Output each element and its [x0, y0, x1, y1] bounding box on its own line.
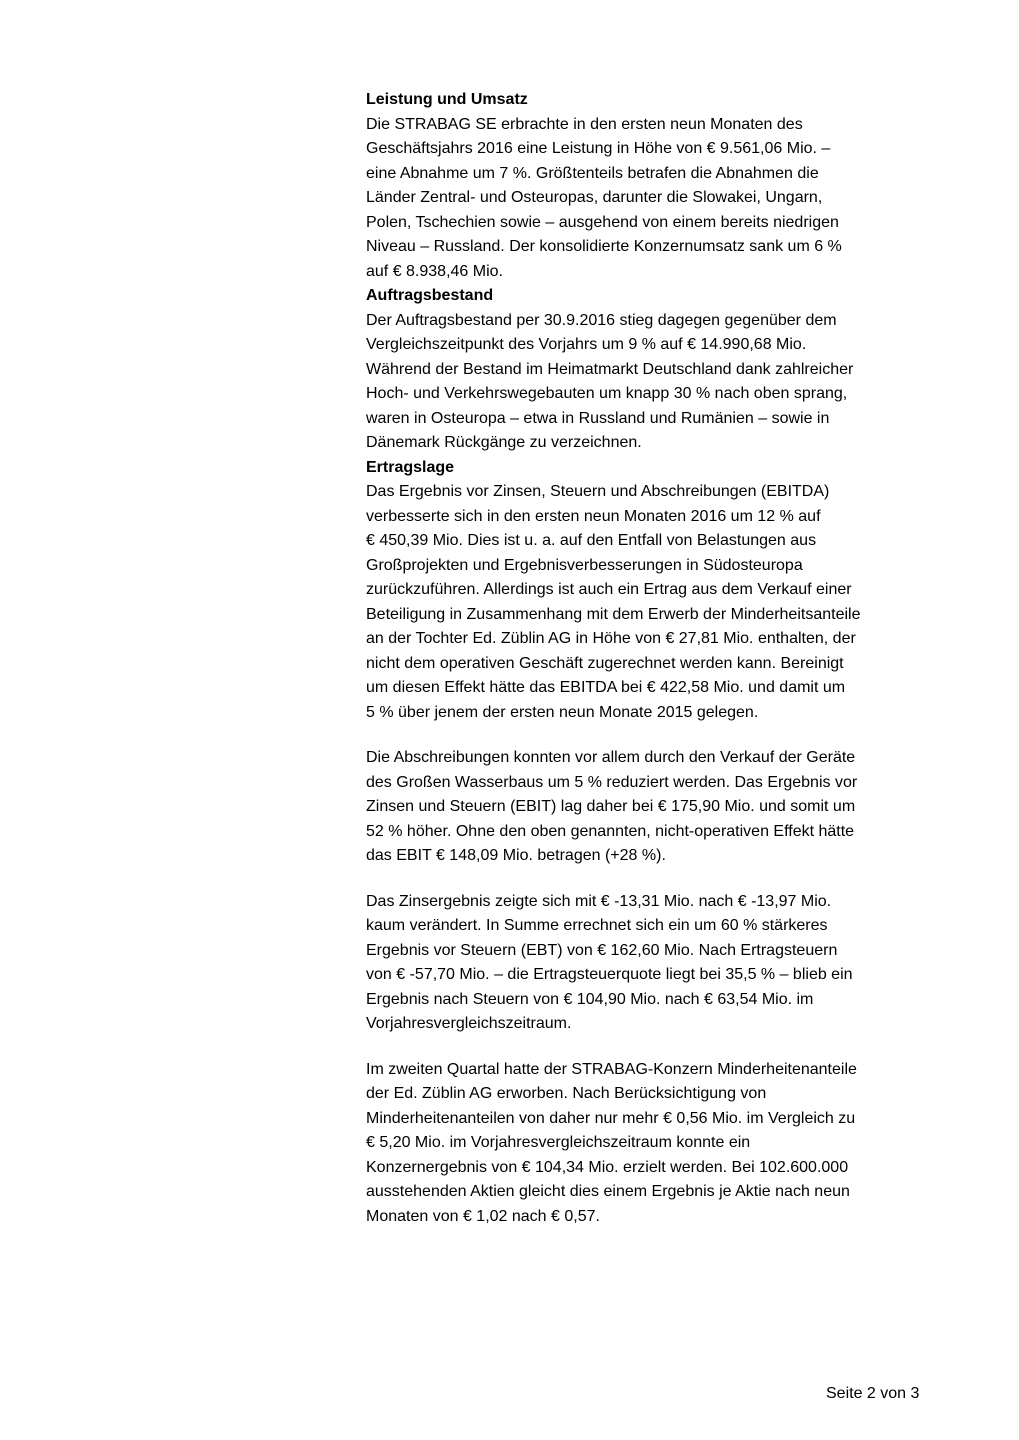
text-line: nicht dem operativen Geschäft zugerechnet werden kann. Bereinigt — [366, 654, 844, 672]
text-line: Die Abschreibungen konnten vor allem durch den Verkauf der Geräte — [366, 749, 856, 766]
section-heading: Auftragsbestand — [366, 287, 494, 304]
text-line: verbesserte sich in den ersten neun Monaten 2016 um 12 % auf — [366, 507, 821, 525]
paragraph — [366, 480, 956, 725]
section-heading: Leistung und Umsatz — [366, 91, 528, 108]
text-line: ausstehenden Aktien gleicht dies einem Ergebnis je Aktie nach neun — [366, 1183, 850, 1200]
paragraph — [366, 113, 956, 285]
text-line: Geschäftsjahrs 2016 eine Leistung in Höhe von € 9.561,06 Mio. – — [366, 140, 831, 157]
text-line: € 450,39 Mio. Dies ist u. a. auf den Entfall von Belastungen aus — [366, 532, 817, 549]
text-line: Zinsen und Steuern (EBIT) lag daher bei € 175,90 Mio. und somit um — [366, 798, 856, 815]
text-line: Polen, Tschechien sowie – ausgehend von einem bereits niedrigen — [366, 213, 839, 231]
text-line: waren in Osteuropa – etwa in Russland und Rumänien – sowie in — [366, 409, 830, 427]
text-line: Hoch- und Verkehrswegebauten um knapp 30 % nach oben sprang, — [366, 385, 848, 402]
page-number-label: Seite 2 von 3 — [826, 1385, 920, 1402]
text-line: 5 % über jenem der ersten neun Monate 2015 gelegen. — [366, 703, 759, 721]
text-line: zurückzuführen. Allerdings ist auch ein Ertrag aus dem Verkauf einer — [366, 581, 852, 598]
text-line: Länder Zentral- und Osteuropas, darunter die Slowakei, Ungarn, — [366, 189, 823, 206]
text-line: € 5,20 Mio. im Vorjahresvergleichszeitraum konnte ein — [366, 1134, 751, 1151]
text-line: 52 % höher. Ohne den oben genannten, nicht-operativen Effekt hätte — [366, 822, 855, 840]
text-line: der Ed. Züblin AG erworben. Nach Berücksichtigung von — [366, 1085, 767, 1102]
text-line: das EBIT € 148,09 Mio. betragen (+28 %). — [366, 847, 666, 864]
text-line: Monaten von € 1,02 nach € 0,57. — [366, 1207, 600, 1225]
text-line: Das Ergebnis vor Zinsen, Steuern und Abschreibungen (EBITDA) — [366, 483, 830, 500]
text-line: Im zweiten Quartal hatte der STRABAG-Konzern Minderheitenanteile — [366, 1060, 857, 1078]
text-line: Die STRABAG SE erbrachte in den ersten neun Monaten des — [366, 115, 803, 133]
section-leistung-und-umsatz — [366, 88, 956, 284]
text-line: des Großen Wasserbaus um 5 % reduziert werden. Das Ergebnis vor — [366, 773, 858, 791]
text-line: Ergebnis nach Steuern von € 104,90 Mio. nach € 63,54 Mio. im — [366, 990, 814, 1008]
text-line: von € -57,70 Mio. – die Ertragsteuerquote liegt bei 35,5 % – blieb ein — [366, 966, 853, 983]
text-line: um diesen Effekt hätte das EBITDA bei € 422,58 Mio. und damit um — [366, 679, 846, 696]
text-line: Konzernergebnis von € 104,34 Mio. erzielt werden. Bei 102.600.000 — [366, 1158, 849, 1176]
text-line: Beteiligung in Zusammenhang mit dem Erwerb der Minderheitsanteile — [366, 605, 861, 623]
section-heading: Ertragslage — [366, 458, 455, 476]
document-body — [366, 88, 956, 1229]
text-line: an der Tochter Ed. Züblin AG in Höhe von € 27,81 Mio. enthalten, der — [366, 630, 856, 647]
text-line: Der Auftragsbestand per 30.9.2016 stieg dagegen gegenüber dem — [366, 311, 837, 329]
text-line: Großprojekten und Ergebnisverbesserungen in Südosteuropa — [366, 556, 803, 574]
text-line: Vergleichszeitpunkt des Vorjahrs um 9 % auf € 14.990,68 Mio. — [366, 336, 807, 353]
section-ertragslage — [366, 456, 956, 1230]
text-line: Niveau – Russland. Der konsolidierte Konzernumsatz sank um 6 % — [366, 238, 842, 255]
paragraph — [366, 746, 956, 869]
text-line: Minderheitenanteilen von daher nur mehr € 0,56 Mio. im Vergleich zu — [366, 1109, 856, 1127]
paragraph — [366, 890, 956, 1037]
paragraph — [366, 309, 956, 456]
text-line: Während der Bestand im Heimatmarkt Deutschland dank zahlreicher — [366, 360, 854, 378]
text-line: auf € 8.938,46 Mio. — [366, 262, 503, 280]
paragraph — [366, 1058, 956, 1230]
text-line: Vorjahresvergleichszeitraum. — [366, 1015, 572, 1032]
text-line: Ergebnis vor Steuern (EBT) von € 162,60 Mio. Nach Ertragsteuern — [366, 941, 838, 959]
text-line: Das Zinsergebnis zeigte sich mit € -13,31 Mio. nach € -13,97 Mio. — [366, 892, 832, 910]
text-line: kaum verändert. In Summe errechnet sich ein um 60 % stärkeres — [366, 917, 828, 934]
section-auftragsbestand — [366, 284, 956, 456]
text-line: eine Abnahme um 7 %. Größtenteils betrafen die Abnahmen die — [366, 164, 819, 182]
text-line: Dänemark Rückgänge zu verzeichnen. — [366, 434, 642, 451]
